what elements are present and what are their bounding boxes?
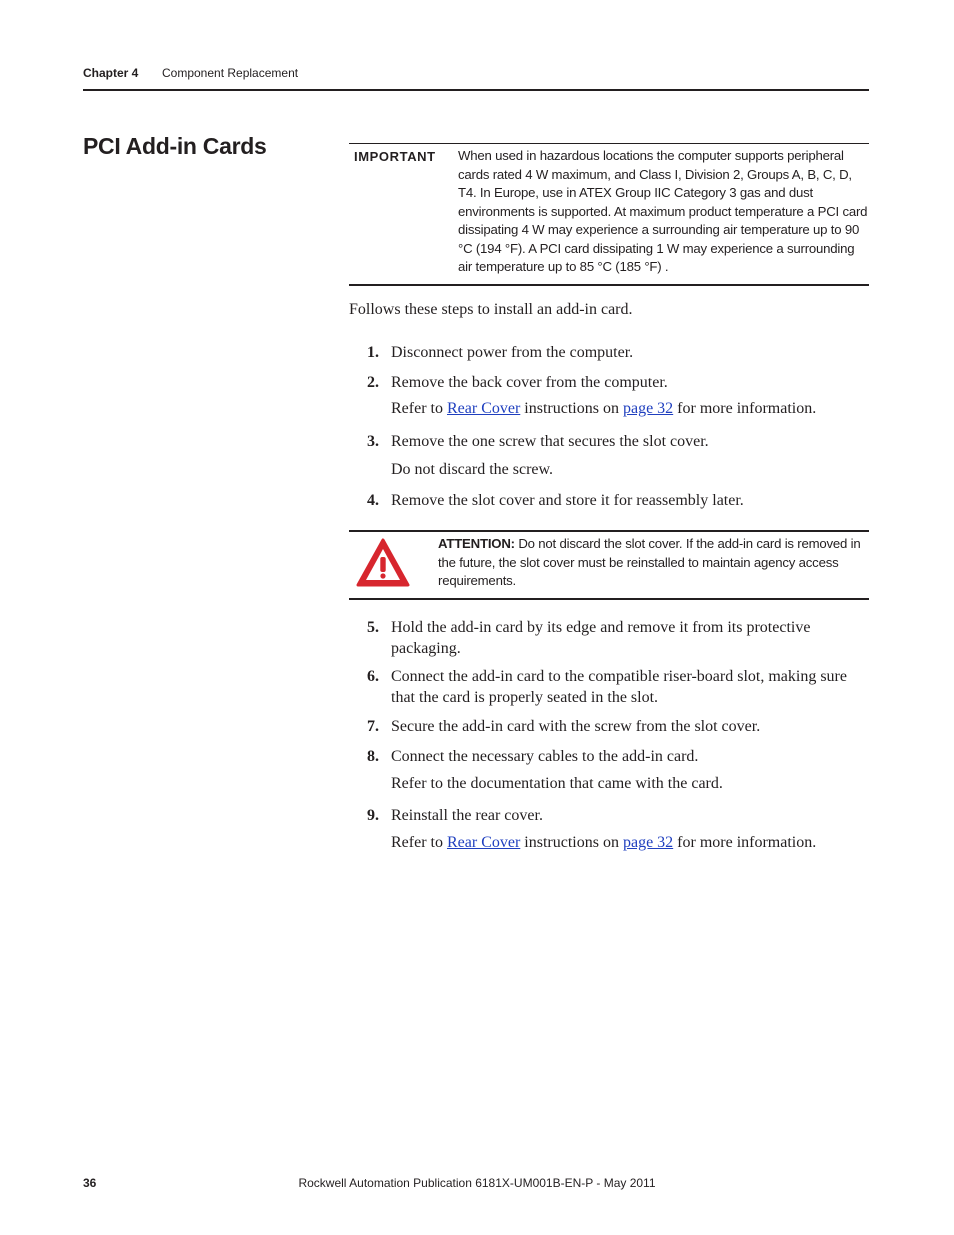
intro-paragraph: Follows these steps to install an add-in card. [349, 301, 633, 318]
attention-label: ATTENTION: [438, 536, 515, 551]
attention-body: Do not discard the slot cover. If the add-in card is removed in the future, the slot cover must be reinstalled to maintain agency access requirements. [438, 536, 861, 588]
page-number: 36 [83, 1176, 97, 1190]
step-number: 5. [367, 619, 379, 636]
running-header [83, 66, 299, 80]
publication-footer [0, 1176, 954, 1190]
refer-prefix: Refer to [391, 400, 447, 417]
step-text: Connect the necessary cables to the add-in card. [391, 748, 699, 765]
important-notice [349, 143, 869, 286]
screw-note: Do not discard the screw. [391, 461, 554, 478]
step-text: Reinstall the rear cover. [391, 807, 543, 824]
step-number: 8. [367, 748, 379, 765]
step-text: Hold the add-in card by its edge and remove it from its protective packaging. [391, 619, 811, 657]
refer-suffix: for more information. [673, 834, 817, 851]
important-label: IMPORTANT [354, 149, 436, 164]
step-number: 1. [367, 344, 379, 361]
important-text: When used in hazardous locations the computer supports peripheral cards rated 4 W maximum, and Class I, Division 2, Groups A, B, C, D, T4. In Europe, use in ATEX Group IIC Category 3 gas and dust environments is supported. At maximum product temperature a PCI card dissipating 4 W may experience a surrounding air temperature up to 90 °C (194 °F). A PCI card dissipating 1 W may experience a surrounding air temperature up to 85 °C (185 °F) . [458, 148, 868, 274]
step-text: Remove the one screw that secures the slot cover. [391, 433, 709, 450]
step-text: Remove the back cover from the computer. [391, 374, 668, 391]
header-divider [83, 89, 869, 91]
rear-cover-link[interactable]: Rear Cover [446, 400, 521, 417]
step-text: Secure the add-in card with the screw from the slot cover. [391, 718, 761, 735]
attention-text [438, 535, 863, 591]
rear-cover-link[interactable]: Rear Cover [446, 834, 521, 851]
page-title: PCI Add-in Cards [83, 133, 267, 159]
refer-suffix: for more information. [673, 400, 817, 417]
step-text: Disconnect power from the computer. [391, 344, 634, 361]
step-text: Connect the add-in card to the compatible riser-board slot, making sure that the card is properly seated in the slot. [391, 668, 847, 706]
section-label: Component Replacement [162, 66, 299, 80]
step-number: 3. [367, 433, 379, 450]
chapter-label: Chapter 4 [83, 66, 139, 80]
refer-note-2 [391, 834, 816, 852]
refer-prefix: Refer to [391, 834, 447, 851]
page-32-link[interactable]: page 32 [622, 400, 674, 417]
step-number: 6. [367, 668, 379, 685]
warning-triangle-icon [356, 538, 410, 588]
attention-notice [349, 530, 869, 600]
publication-text: Rockwell Automation Publication 6181X-UM001B-EN-P - May 2011 [298, 1176, 656, 1190]
step-number: 9. [367, 807, 379, 824]
step-text: Remove the slot cover and store it for reassembly later. [391, 492, 744, 509]
step-number: 4. [367, 492, 379, 509]
step-number: 2. [367, 374, 379, 391]
refer-note-1 [391, 400, 816, 418]
step-number: 7. [367, 718, 379, 735]
documentation-note: Refer to the documentation that came with the card. [391, 775, 723, 792]
refer-middle: instructions on [520, 400, 623, 417]
page-32-link[interactable]: page 32 [622, 834, 674, 851]
refer-middle: instructions on [520, 834, 623, 851]
